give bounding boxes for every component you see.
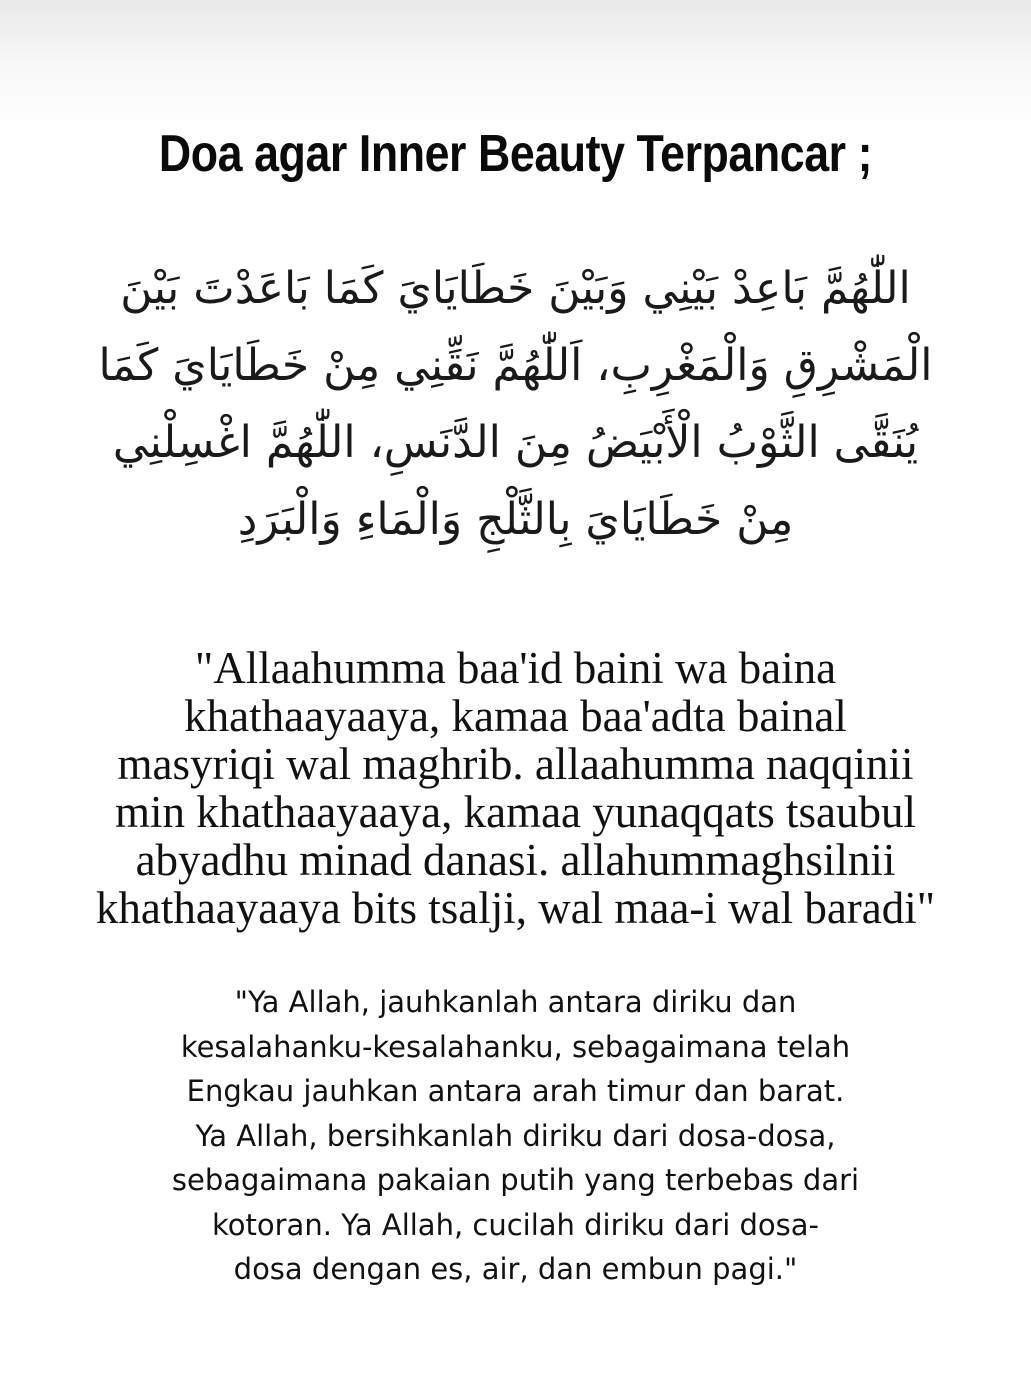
transliteration-text: [40, 644, 991, 932]
translation-line: kesalahanku-kesalahanku, sebagaimana telah: [180, 1029, 851, 1064]
transliteration-line: khathaayaaya bits tsalji, wal maa-i wal baradi": [95, 883, 936, 933]
page-title: Doa agar Inner Beauty Terpancar ;: [158, 125, 873, 183]
arabic-prayer-text: [40, 250, 991, 558]
translation-line: dosa dengan es, air, dan embun pagi.": [233, 1252, 798, 1286]
arabic-line: اللّٰهُمَّ بَاعِدْ بَيْنِي وَبَيْنَ خَطَايَايَ كَمَا بَاعَدْتَ بَيْنَ: [120, 263, 911, 314]
arabic-line: يُنَقَّى الثَّوْبُ الْأَبْيَضُ مِنَ الدَّنَسِ، اللّٰهُمَّ اغْسِلْنِي: [112, 417, 919, 468]
translation-line: "Ya Allah, jauhkanlah antara diriku dan: [234, 985, 797, 1019]
transliteration-line: masyriqi wal maghrib. allaahumma naqqinii: [117, 739, 914, 789]
translation-line: sebagaimana pakaian putih yang terbebas dari: [171, 1163, 860, 1197]
arabic-line: الْمَشْرِقِ وَالْمَغْرِبِ، اَللّٰهُمَّ نَقِّنِي مِنْ خَطَايَايَ كَمَا: [98, 340, 933, 391]
transliteration-line: abyadhu minad danasi. allahummaghsilnii: [135, 835, 896, 885]
translation-line: Ya Allah, bersihkanlah diriku dari dosa-dosa,: [195, 1118, 836, 1153]
transliteration-line: "Allaahumma baa'id baini wa baina: [194, 643, 837, 693]
arabic-line: مِنْ خَطَايَايَ بِالثَّلْجِ وَالْمَاءِ وَالْبَرَدِ: [237, 494, 794, 545]
translation-line: Engkau jauhkan antara arah timur dan barat.: [186, 1074, 845, 1108]
translation-line: kotoran. Ya Allah, cucilah diriku dari dosa-: [212, 1207, 819, 1242]
translation-text: [70, 980, 961, 1292]
transliteration-line: khathaayaaya, kamaa baa'adta bainal: [184, 691, 847, 741]
transliteration-line: min khathaayaaya, kamaa yunaqqats tsaubul: [115, 787, 916, 837]
